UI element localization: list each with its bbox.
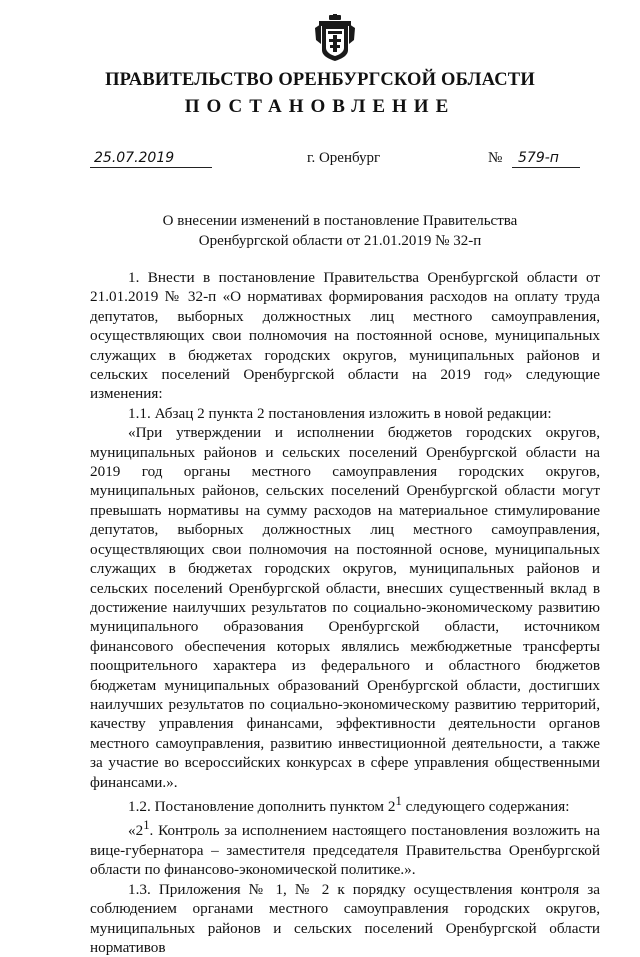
paragraph-1-3: 1.3. Приложения № 1, № 2 к порядку осуществления контроля за соблюдением органами местного самоуправления городских округов, муниципальных районов и сельских поселений Оренбургской области нормативов	[90, 880, 600, 956]
document-city: г. Оренбург	[307, 150, 381, 166]
paragraph-1-2-sup: 1	[395, 793, 402, 808]
government-title: ПРАВИТЕЛЬСТВО ОРЕНБУРГСКОЙ ОБЛАСТИ	[105, 70, 535, 90]
paragraph-1-1: 1.1. Абзац 2 пункта 2 постановления изложить в новой редакции:	[128, 404, 552, 422]
subject-line-2: Оренбургской области от 21.01.2019 № 32-п	[198, 232, 482, 249]
document-date: 25.07.2019	[90, 149, 212, 168]
coat-of-arms-icon	[313, 14, 357, 62]
document-type: ПОСТАНОВЛЕНИЕ	[184, 96, 456, 117]
paragraph-1-2-text-a: 1.2. Постановление дополнить пунктом 2	[128, 798, 396, 816]
paragraph-2-1-sup: 1	[143, 818, 150, 833]
paragraph-1: 1. Внести в постановление Правительства Оренбургской области от 21.01.2019 № 32-п «О нормативах формирования расходов на оплату труда депутатов, выборных должностных лиц местного самоуправления, осуществляющих свои полномочия на постоянной основе, муниципальных служащих в бюджетах городских округов, муниципальных районов и сельских поселений Оренбургской области на 2019 год» следующие изменения:	[90, 269, 600, 403]
paragraph-quote: «При утверждении и исполнении бюджетов городских округов, муниципальных районов и сельских поселений Оренбургской области на 2019 год органы местного самоуправления городских округов, муниципальных районов, сельских поселений Оренбургской области могут превышать нормативы на сумму расходов на материальное стимулирование депутатов, выборных должностных лиц местного самоуправления, осуществляющих свои полномочия на постоянной основе, муниципальных служащих в бюджетах городских округов, муниципальных районов и сельских поселений Оренбургской области, внесших существенный вклад в достижение наилучших результатов по социально-экономическому развитию муниципального образования Оренбургской области, источником финансового обеспечения которых являлись межбюджетные трансферты поощрительного характера из федерального и областного бюджетов бюджетам муниципальных образований Оренбургской области, достигших наилучших результатов по социально-экономическому развитию территорий, качеству управления финансами, эффективности деятельности органов местного самоуправления, развитию инвестиционной деятельности, а также за участие во всероссийских конкурсах в сфере управления общественными финансами.».	[90, 424, 600, 791]
subject-line-1: О внесении изменений в постановление Правительства	[162, 213, 518, 229]
document-subject	[0, 212, 640, 251]
paragraph-1-2-text-b: следующего содержания:	[401, 798, 570, 816]
paragraph-1-2	[90, 792, 600, 816]
paragraph-2-1-text-a: «2	[128, 822, 144, 840]
document-number: 579-п	[512, 149, 580, 168]
paragraph-2-1-quote	[90, 816, 600, 879]
number-label: №	[488, 150, 503, 166]
document-body	[90, 268, 600, 957]
paragraph-2-1-text-b: . Контроль за исполнением настоящего постановления возложить на вице-губернатора – заместителя председателя Правительства Оренбургской области по финансово-экономической политике.».	[90, 822, 600, 879]
